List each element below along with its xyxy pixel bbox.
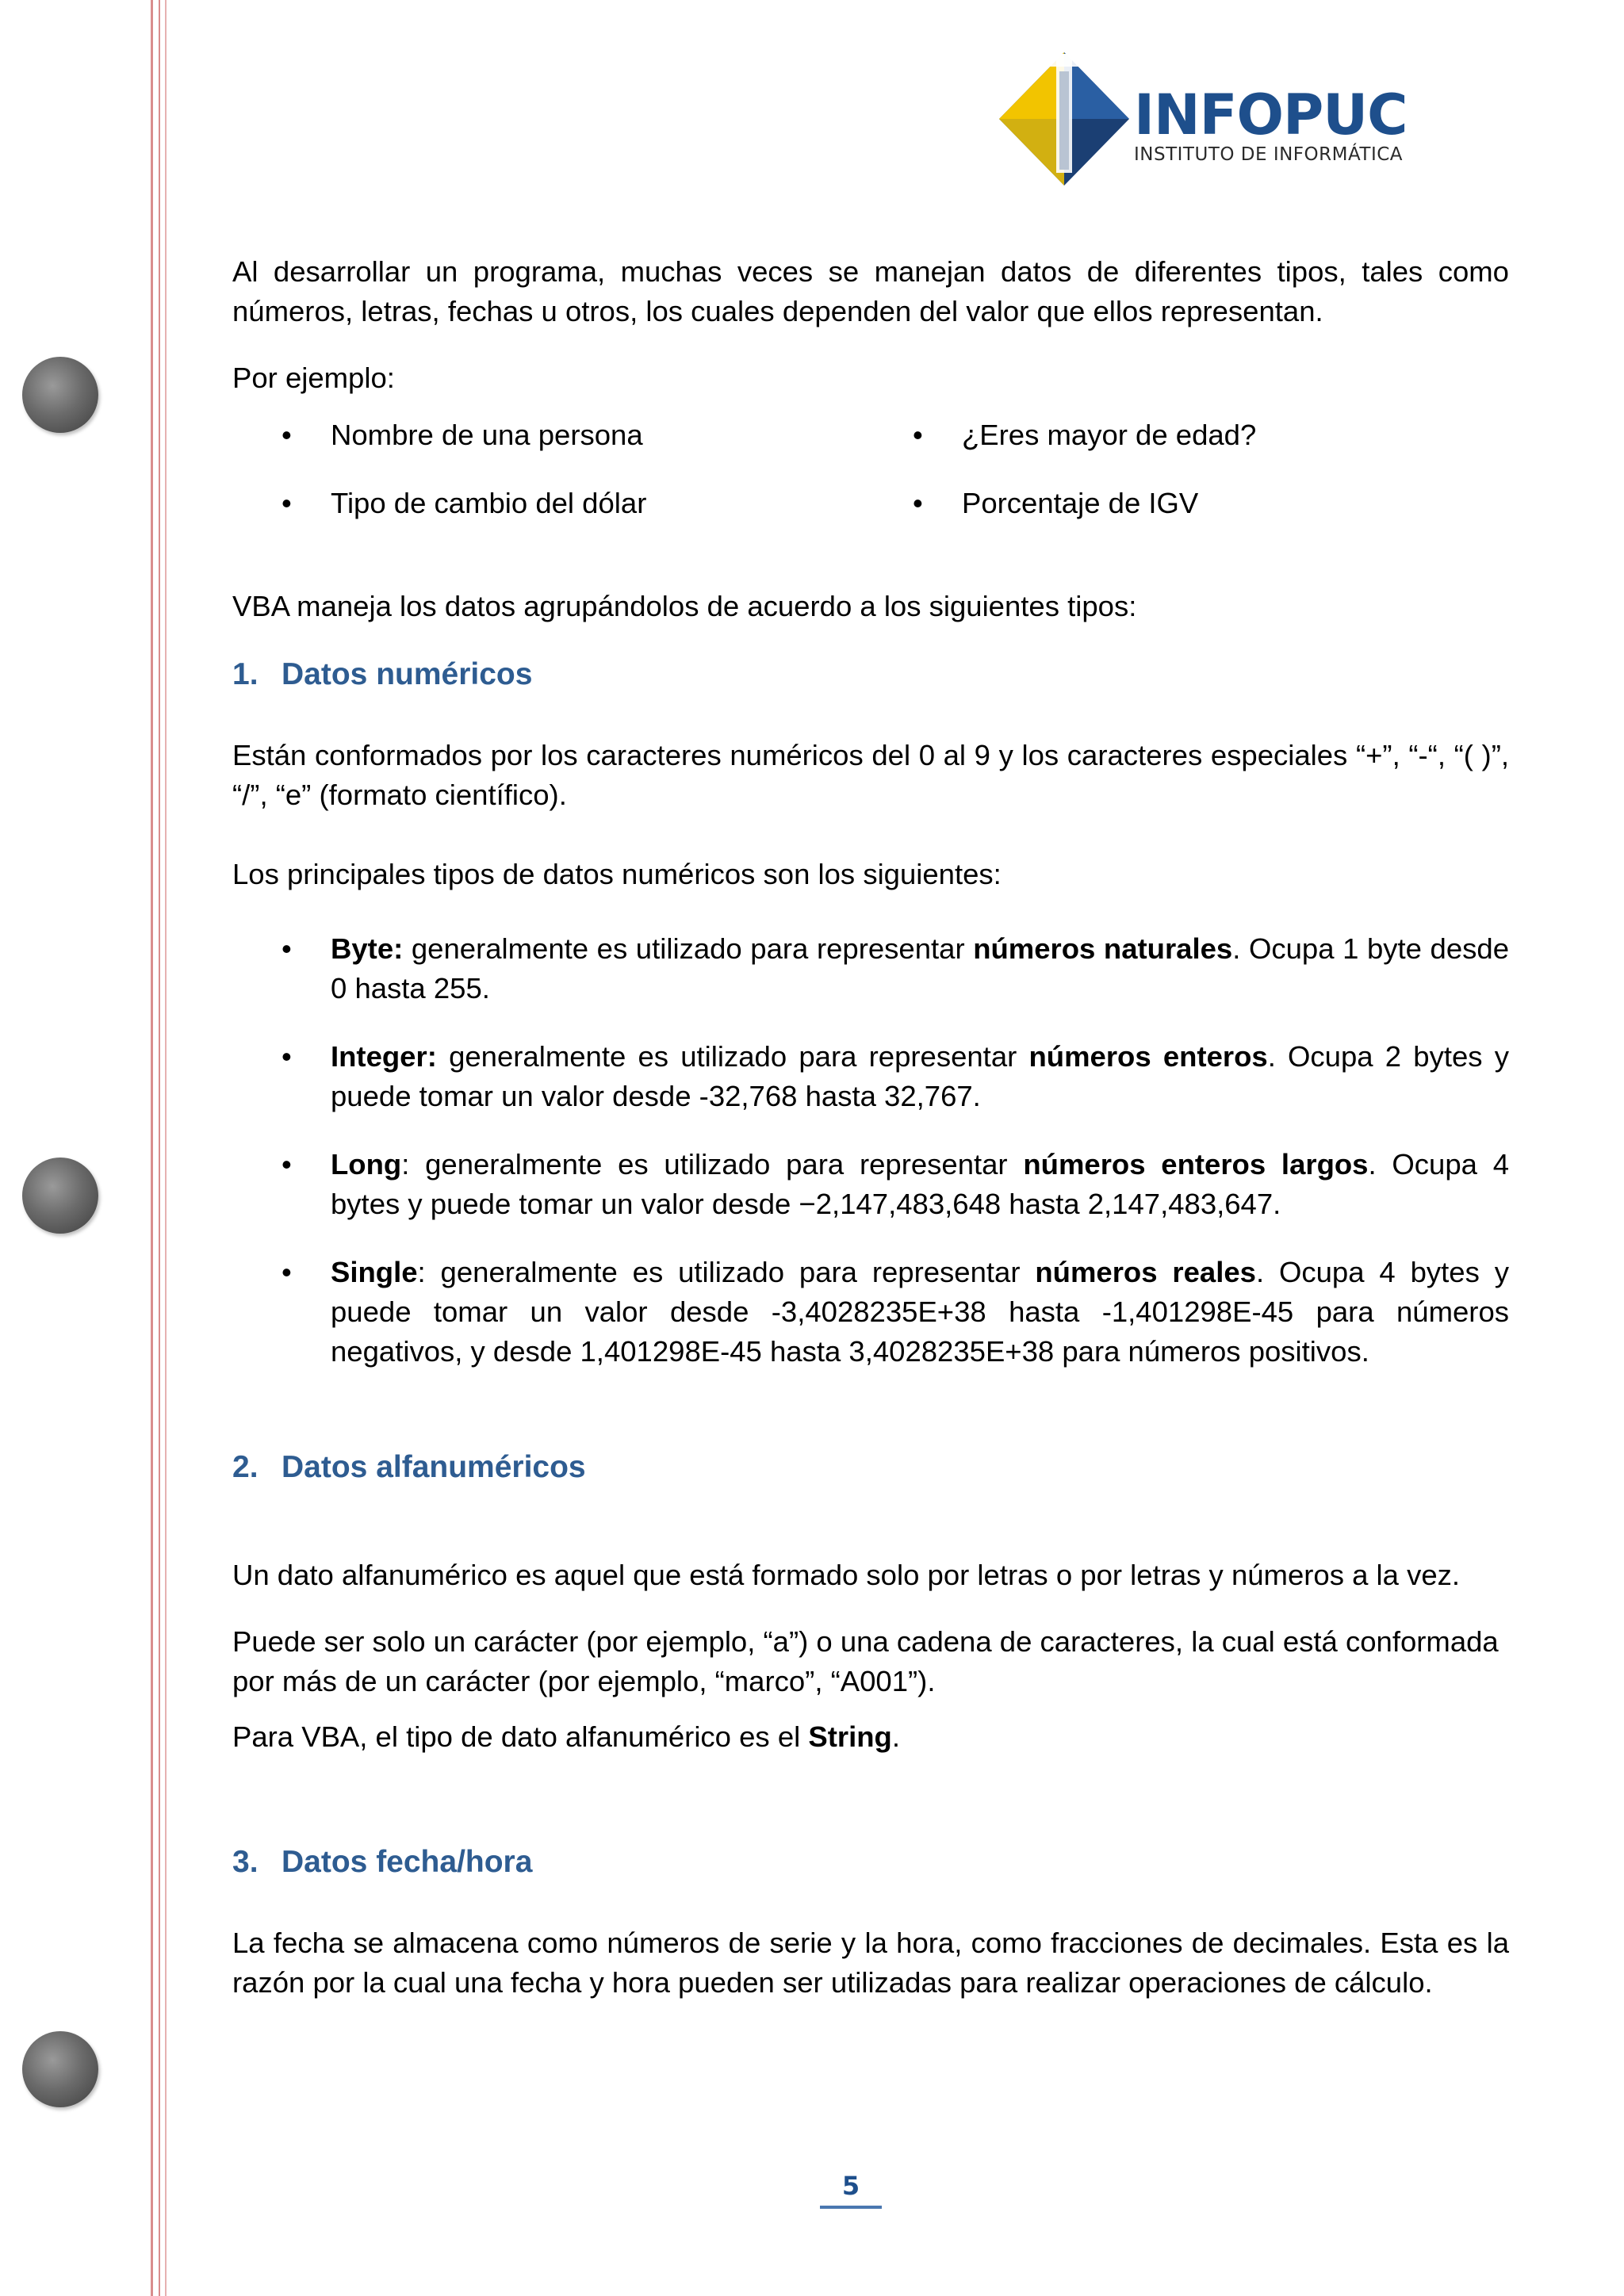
logo-diamond-icon xyxy=(998,48,1136,190)
alphanumeric-examples: Puede ser solo un carácter (por ejemplo, “a”) o una cadena de caracteres, la cual está conformada por más de un carácter (por ejemplo, “marco”, “A001”). xyxy=(232,1625,1499,1697)
section-heading-numeric: 1. Datos numéricos xyxy=(232,657,533,691)
example-list xyxy=(232,415,1509,542)
margin-line xyxy=(165,0,167,2296)
alphanumeric-vba-type: Para VBA, el tipo de dato alfanumérico es el String. xyxy=(232,1720,900,1753)
binder-hole xyxy=(22,2031,98,2107)
margin-line xyxy=(151,0,153,2296)
section-heading-datetime: 3. Datos fecha/hora xyxy=(232,1845,533,1879)
bullet-icon: • xyxy=(282,1148,292,1181)
list-item: • Porcentaje de IGV xyxy=(962,484,1198,523)
bullet-icon: • xyxy=(282,1256,292,1288)
bullet-icon: • xyxy=(282,932,292,965)
list-item: • ¿Eres mayor de edad? xyxy=(962,415,1256,455)
infopuc-logo xyxy=(998,48,1442,190)
bullet-icon: • xyxy=(913,419,923,451)
bullet-icon: • xyxy=(282,419,292,451)
page-content xyxy=(232,252,1509,2003)
page-number-underline xyxy=(820,2206,882,2209)
section-heading-alphanumeric: 2. Datos alfanuméricos xyxy=(232,1450,586,1484)
bullet-icon: • xyxy=(282,1040,292,1073)
page-number: 5 xyxy=(841,2171,860,2201)
logo-subtitle: INSTITUTO DE INFORMÁTICA xyxy=(1134,144,1404,165)
margin-line xyxy=(159,0,160,2296)
intro-paragraph: Al desarrollar un programa, muchas veces se manejan datos de diferentes tipos, tales como números, letras, fechas u otros, los cuales dependen del valor que ellos representan. xyxy=(232,255,1509,327)
intro-example-label: Por ejemplo: xyxy=(232,362,395,394)
list-item: • Tipo de cambio del dólar xyxy=(331,484,646,523)
list-item-single: • Single: generalmente es utilizado para representar números reales. Ocupa 4 bytes y puede tomar un valor desde -3,4028235E+38 hasta -1,401298E-45 para números negativos, y desde 1,401298E-45 hasta 3,4028235E+38 para números positivos. xyxy=(331,1253,1509,1372)
types-intro: VBA maneja los datos agrupándolos de acuerdo a los siguientes tipos: xyxy=(232,590,1137,622)
list-item-integer: • Integer: generalmente es utilizado para representar números enteros. Ocupa 2 bytes y puede tomar un valor desde -32,768 hasta 32,767. xyxy=(331,1037,1509,1116)
binder-hole xyxy=(22,357,98,433)
datetime-description: La fecha se almacena como números de serie y la hora, como fracciones de decimales. Esta es la razón por la cual una fecha y hora pueden ser utilizadas para realizar operaciones de cálculo. xyxy=(232,1927,1509,1999)
bullet-icon: • xyxy=(913,487,923,519)
numeric-types-list xyxy=(232,929,1509,1372)
bullet-icon: • xyxy=(282,487,292,519)
list-item-byte: • Byte: generalmente es utilizado para representar números naturales. Ocupa 1 byte desde 0 hasta 255. xyxy=(331,929,1509,1008)
binder-hole xyxy=(22,1158,98,1234)
numeric-types-intro: Los principales tipos de datos numéricos son los siguientes: xyxy=(232,858,1002,890)
numeric-description: Están conformados por los caracteres numéricos del 0 al 9 y los caracteres especiales “+”, “-“, “( )”, “/”, “e” (formato científico). xyxy=(232,739,1509,811)
list-item: • Nombre de una persona xyxy=(331,415,643,455)
list-item-long: • Long: generalmente es utilizado para representar números enteros largos. Ocupa 4 bytes y puede tomar un valor desde −2,147,483,648 hasta 2,147,483,647. xyxy=(331,1145,1509,1224)
alphanumeric-description: Un dato alfanumérico es aquel que está formado solo por letras o por letras y números a la vez. xyxy=(232,1559,1461,1591)
logo-name: INFOPUC xyxy=(1134,82,1408,147)
